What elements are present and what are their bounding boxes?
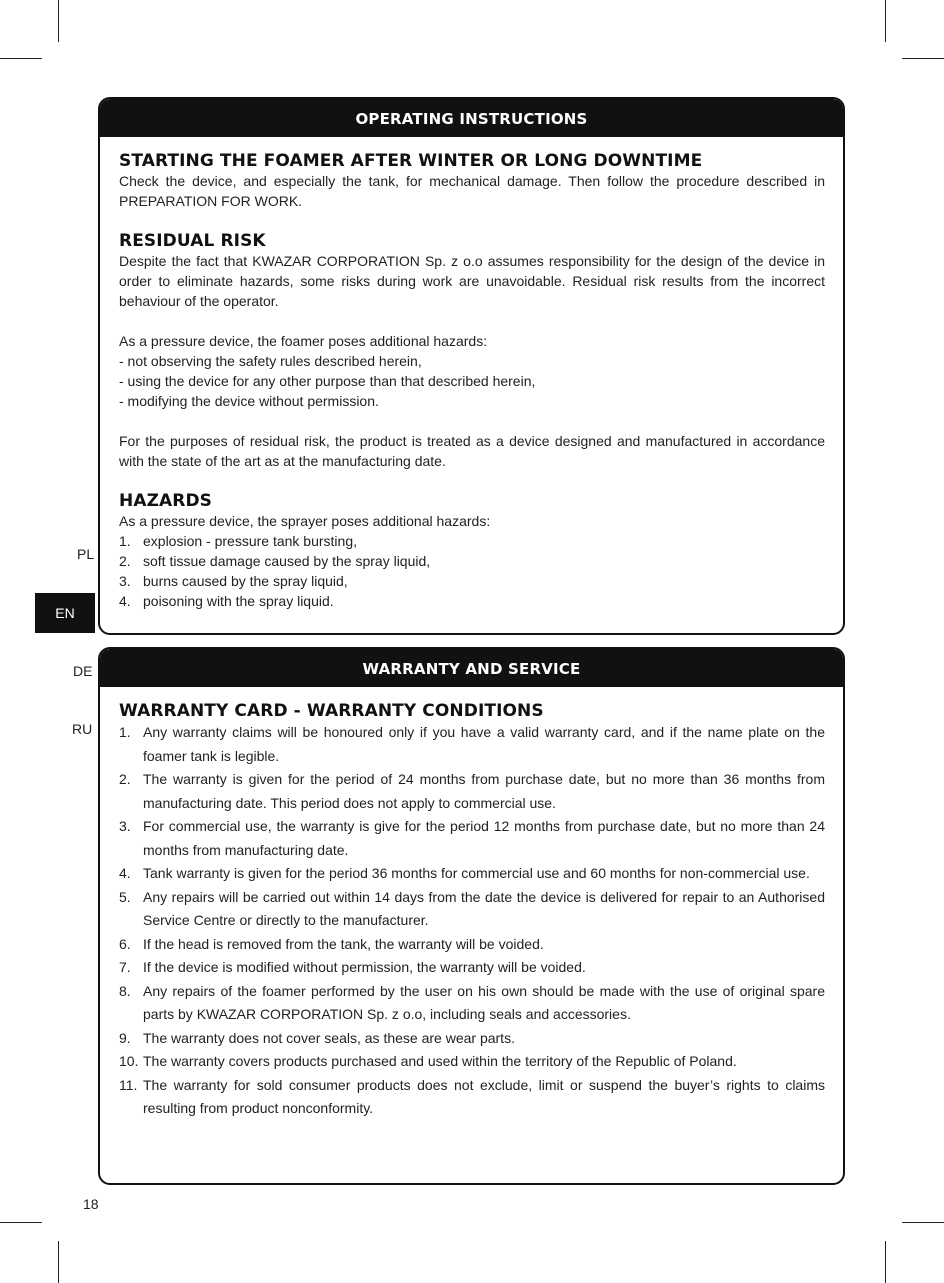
list-item: - not observing the safety rules described herein, [119, 353, 422, 369]
operating-instructions-panel [98, 97, 845, 635]
language-tab-de[interactable]: DE [73, 663, 93, 679]
crop-mark [902, 58, 944, 59]
list-item: 2. The warranty is given for the period of 24 months from purchase date, but no more than 36 months from manufacturing date. This period does not apply to commercial use. [119, 771, 825, 811]
list-item: 1. explosion - pressure tank bursting, [119, 533, 357, 549]
language-tab-en[interactable]: EN [35, 593, 95, 633]
crop-mark [58, 0, 59, 42]
warranty-conditions-list [119, 721, 825, 1121]
list-item: 3. burns caused by the spray liquid, [119, 573, 348, 589]
section-title: HAZARDS [119, 491, 213, 511]
section-title: STARTING THE FOAMER AFTER WINTER OR LONG DOWNTIME [119, 151, 703, 171]
list-item: - modifying the device without permission. [119, 393, 379, 409]
list-item: 2. soft tissue damage caused by the spray liquid, [119, 553, 431, 569]
list-item: 3. For commercial use, the warranty is give for the period 12 months from purchase date, but no more than 24 months from manufacturing date. [119, 818, 825, 858]
page-number: 18 [83, 1196, 99, 1212]
panel-body [100, 687, 843, 1121]
list-item: 4. poisoning with the spray liquid. [119, 593, 334, 609]
paragraph: Despite the fact that KWAZAR CORPORATION Sp. z o.o assumes responsibility for the design of the device in order to eliminate hazards, some risks during work are unavoidable. Residual risk results from the incorrect behaviour of the operator. [119, 253, 825, 309]
section-header: OPERATING INSTRUCTIONS [100, 99, 843, 137]
list-item: 4. Tank warranty is given for the period 36 months for commercial use and 60 months for non-commercial use. [119, 865, 810, 881]
crop-mark [58, 1241, 59, 1283]
list-item: - using the device for any other purpose than that described herein, [119, 373, 536, 389]
list-item: 7. If the device is modified without permission, the warranty will be voided. [119, 959, 586, 975]
paragraph: For the purposes of residual risk, the product is treated as a device designed and manufactured in accordance with the state of the art as at the manufacturing date. [119, 433, 825, 469]
warranty-panel [98, 647, 845, 1185]
crop-mark [885, 0, 886, 42]
list-item: 5. Any repairs will be carried out within 14 days from the date the device is delivered for repair to an Authorised Service Centre or directly to the manufacturer. [119, 888, 825, 928]
language-tab-pl[interactable]: PL [77, 546, 95, 562]
crop-mark [0, 1222, 42, 1223]
list-item: 6. If the head is removed from the tank, the warranty will be voided. [119, 935, 544, 952]
panel-body [100, 137, 843, 611]
crop-mark [885, 1241, 886, 1283]
section-title: RESIDUAL RISK [119, 231, 266, 251]
hazards-list [119, 531, 825, 611]
list-item: 9. The warranty does not cover seals, as these are wear parts. [119, 1029, 515, 1046]
list-item: 8. Any repairs of the foamer performed by the user on his own should be made with the use of original spare parts by KWAZAR CORPORATION Sp. z o.o, including seals and accessories. [119, 982, 825, 1022]
crop-mark [0, 58, 42, 59]
paragraph: As a pressure device, the sprayer poses additional hazards: [119, 513, 491, 529]
crop-mark [902, 1222, 944, 1223]
paragraph: Check the device, and especially the tank, for mechanical damage. Then follow the procedure described in PREPARATION FOR WORK. [119, 173, 825, 209]
section-header: WARRANTY AND SERVICE [100, 649, 843, 687]
list-item: 1. Any warranty claims will be honoured only if you have a valid warranty card, and if the name plate on the foamer tank is legible. [119, 724, 825, 764]
section-title: WARRANTY CARD - WARRANTY CONDITIONS [119, 701, 544, 721]
language-tab-ru[interactable]: RU [72, 721, 93, 737]
list-item: 10. The warranty covers products purchased and used within the territory of the Republic of Poland. [119, 1053, 737, 1069]
paragraph: As a pressure device, the foamer poses additional hazards: [119, 333, 488, 349]
list-item: 11. The warranty for sold consumer products does not exclude, limit or suspend the buyer’s rights to claims resulting from product nonconformity. [119, 1076, 825, 1116]
